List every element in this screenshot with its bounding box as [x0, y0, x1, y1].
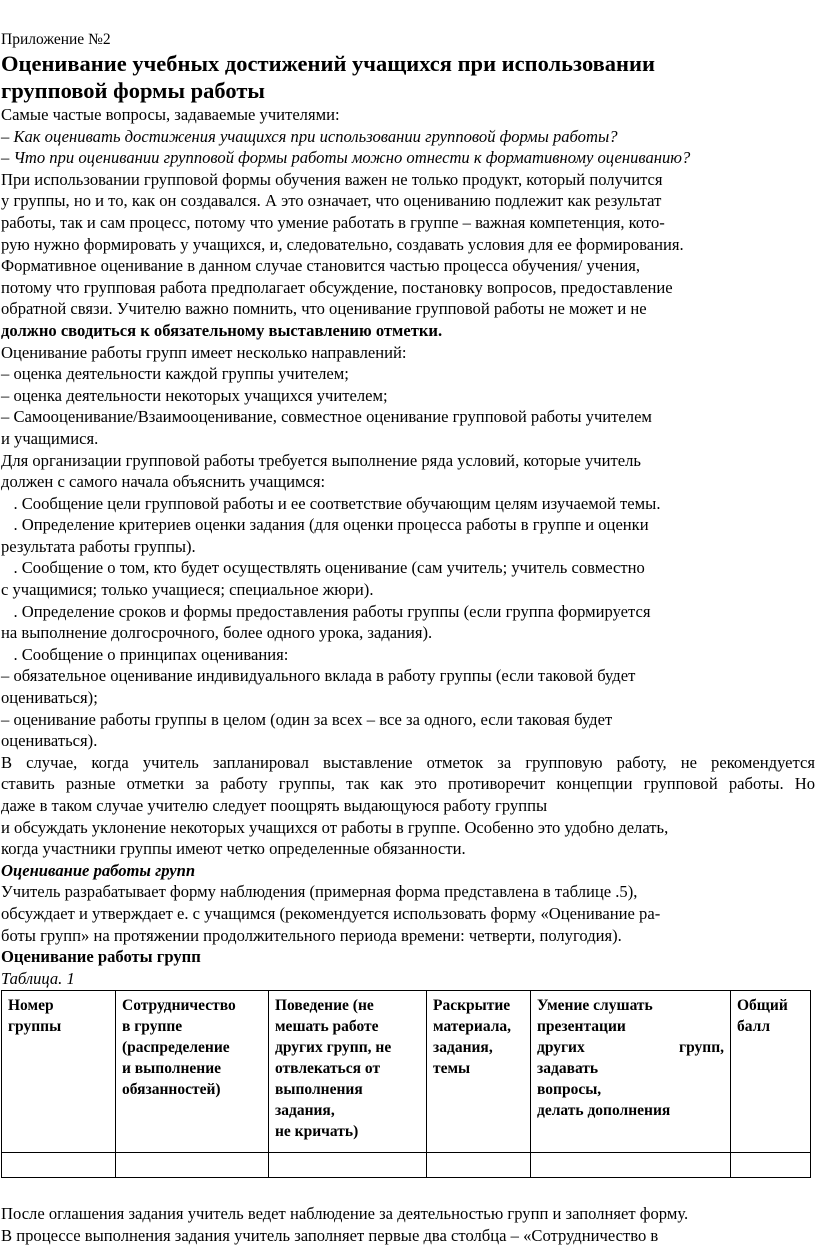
list-item: оцениваться); — [1, 688, 98, 708]
table-caption: Таблица. 1 — [1, 968, 75, 988]
header-cooperation: Сотрудничество в группе (распределение и выполнение обязанностей) — [116, 991, 269, 1153]
conditions-intro-line: Для организации групповой работы требуется выполнение ряда условий, которые учитель — [1, 450, 641, 470]
paragraph-line: При использовании групповой формы обучения важен не только продукт, который получится — [1, 169, 663, 189]
paragraph-line: даже в таком случае учителю следует поощрять выдающуюся работу группы — [1, 796, 548, 815]
list-item: . Сообщение о принципах оценивания: — [1, 644, 289, 664]
paragraph-bold-line: должно сводиться к обязательному выставлению отметки. — [1, 320, 443, 340]
table-header-row — [2, 991, 811, 1153]
list-item: – Самооценивание/Взаимооценивание, совместное оценивание групповой работы учителем — [1, 407, 652, 427]
paragraph-line: работы, так и сам процесс, потому что умение работать в группе – важная компетенция, кото- — [1, 212, 665, 232]
header-behavior: Поведение (не мешать работе других групп, не отвлекаться от выполнения задания, не кричать) — [269, 991, 427, 1153]
list-item: – оценка деятельности некоторых учащихся учителем; — [1, 385, 388, 405]
list-item: – обязательное оценивание индивидуального вклада в работу группы (если таковой будет — [1, 666, 636, 686]
conditions-intro-line: должен с самого начала объяснить учащимся: — [1, 472, 326, 492]
paragraph-line: обратной связи. Учителю важно помнить, что оценивание групповой работы не может и не — [1, 299, 647, 319]
header-material-coverage: Раскрытие материала, задания, темы — [427, 991, 531, 1153]
table-cell — [269, 1153, 427, 1178]
paragraph-2 — [1, 752, 815, 860]
document-page — [1, 30, 815, 1247]
paragraph-line: В процессе выполнения задания учитель заполняет первые два столбца – «Сотрудничество в — [1, 1225, 659, 1245]
paragraph-line: Формативное оценивание в данном случае становится частью процесса обучения/ учения, — [1, 256, 641, 276]
paragraph-line: боты групп» на протяжении продолжительного периода времени: четверти, полугодия). — [1, 925, 622, 945]
after-table-text — [1, 1203, 815, 1246]
intro-text: Самые частые вопросы, задаваемые учителями: — [1, 105, 340, 124]
paragraph-line: и обсуждать уклонение некоторых учащихся от работы в группе. Особенно это удобно делать, — [1, 817, 669, 837]
paragraph-1 — [1, 169, 815, 342]
list-item: . Сообщение о том, кто будет осуществлять оценивание (сам учитель; учитель совместно — [1, 558, 645, 578]
list-item: результата работы группы). — [1, 536, 196, 556]
paragraph-3 — [1, 881, 815, 946]
appendix-label: Приложение №2 — [1, 31, 111, 48]
directions-intro: Оценивание работы групп имеет несколько направлений: — [1, 342, 407, 362]
paragraph-line: ставить разные отметки за работу группы, так как это противоречит концепции групповой работы. Но — [1, 774, 815, 794]
table-cell — [116, 1153, 269, 1178]
table-row — [2, 1153, 811, 1178]
paragraph-line: обсуждает и утверждает е. с учащимся (рекомендуется использовать форму «Оценивание ра- — [1, 903, 661, 923]
page-title-line-1: Оценивание учебных достижений учащихся при использовании — [1, 51, 655, 76]
table-cell — [531, 1153, 731, 1178]
list-item: и учащимися. — [1, 428, 99, 448]
paragraph-line: когда участники группы имеют четко определенные обязанности. — [1, 839, 466, 859]
page-title-line-2: групповой формы работы — [1, 78, 265, 103]
paragraph-line: Учитель разрабатывает форму наблюдения (примерная форма представлена в таблице .5), — [1, 882, 638, 902]
question-2: – Что при оценивании групповой формы работы можно отнести к формативному оцениванию? — [1, 148, 691, 168]
list-item: оцениваться). — [1, 731, 98, 751]
list-item: – оценка деятельности каждой группы учителем; — [1, 364, 349, 384]
list-item: на выполнение долгосрочного, более одного урока, задания). — [1, 623, 433, 643]
table-heading: Оценивание работы групп — [1, 947, 201, 967]
header-group-number: Номер группы — [2, 991, 116, 1153]
table-cell — [731, 1153, 811, 1178]
list-item: – оценивание работы группы в целом (один за всех – все за одного, если таковая будет — [1, 709, 613, 729]
paragraph-line: потому что групповая работа предполагает обсуждение, постановку вопросов, предоставление — [1, 277, 673, 297]
header-listening-skills: Умение слушать презентации других групп, задавать вопросы, делать дополнения — [531, 991, 731, 1153]
table-cell — [2, 1153, 116, 1178]
list-item: . Определение сроков и формы предоставления работы группы (если группа формируется — [1, 601, 651, 621]
directions-list — [1, 342, 815, 450]
question-1: – Как оценивать достижения учащихся при использовании групповой формы работы? — [1, 126, 618, 146]
list-item: . Определение критериев оценки задания (для оценки процесса работы в группе и оценки — [1, 515, 649, 535]
list-item: с учащимися; только учащиеся; специальное жюри). — [1, 580, 374, 600]
list-item: . Сообщение цели групповой работы и ее соответствие обучающим целям изучаемой темы. — [1, 493, 661, 513]
paragraph-line: рую нужно формировать у учащихся, и, следовательно, создавать условия для ее формирования. — [1, 234, 684, 254]
paragraph-line: После оглашения задания учитель ведет наблюдение за деятельностью групп и заполняет форму. — [1, 1204, 689, 1224]
header-total-score: Общий балл — [731, 991, 811, 1153]
conditions-list — [1, 450, 815, 752]
section-heading: Оценивание работы групп — [1, 860, 196, 880]
paragraph-line: у группы, но и то, как он создавался. А это означает, что оцениванию подлежит как результат — [1, 191, 662, 211]
paragraph-line: В случае, когда учитель запланировал выставление отметок за групповую работу, не рекомендуется — [1, 752, 815, 772]
group-assessment-table — [1, 990, 811, 1178]
table-cell — [427, 1153, 531, 1178]
